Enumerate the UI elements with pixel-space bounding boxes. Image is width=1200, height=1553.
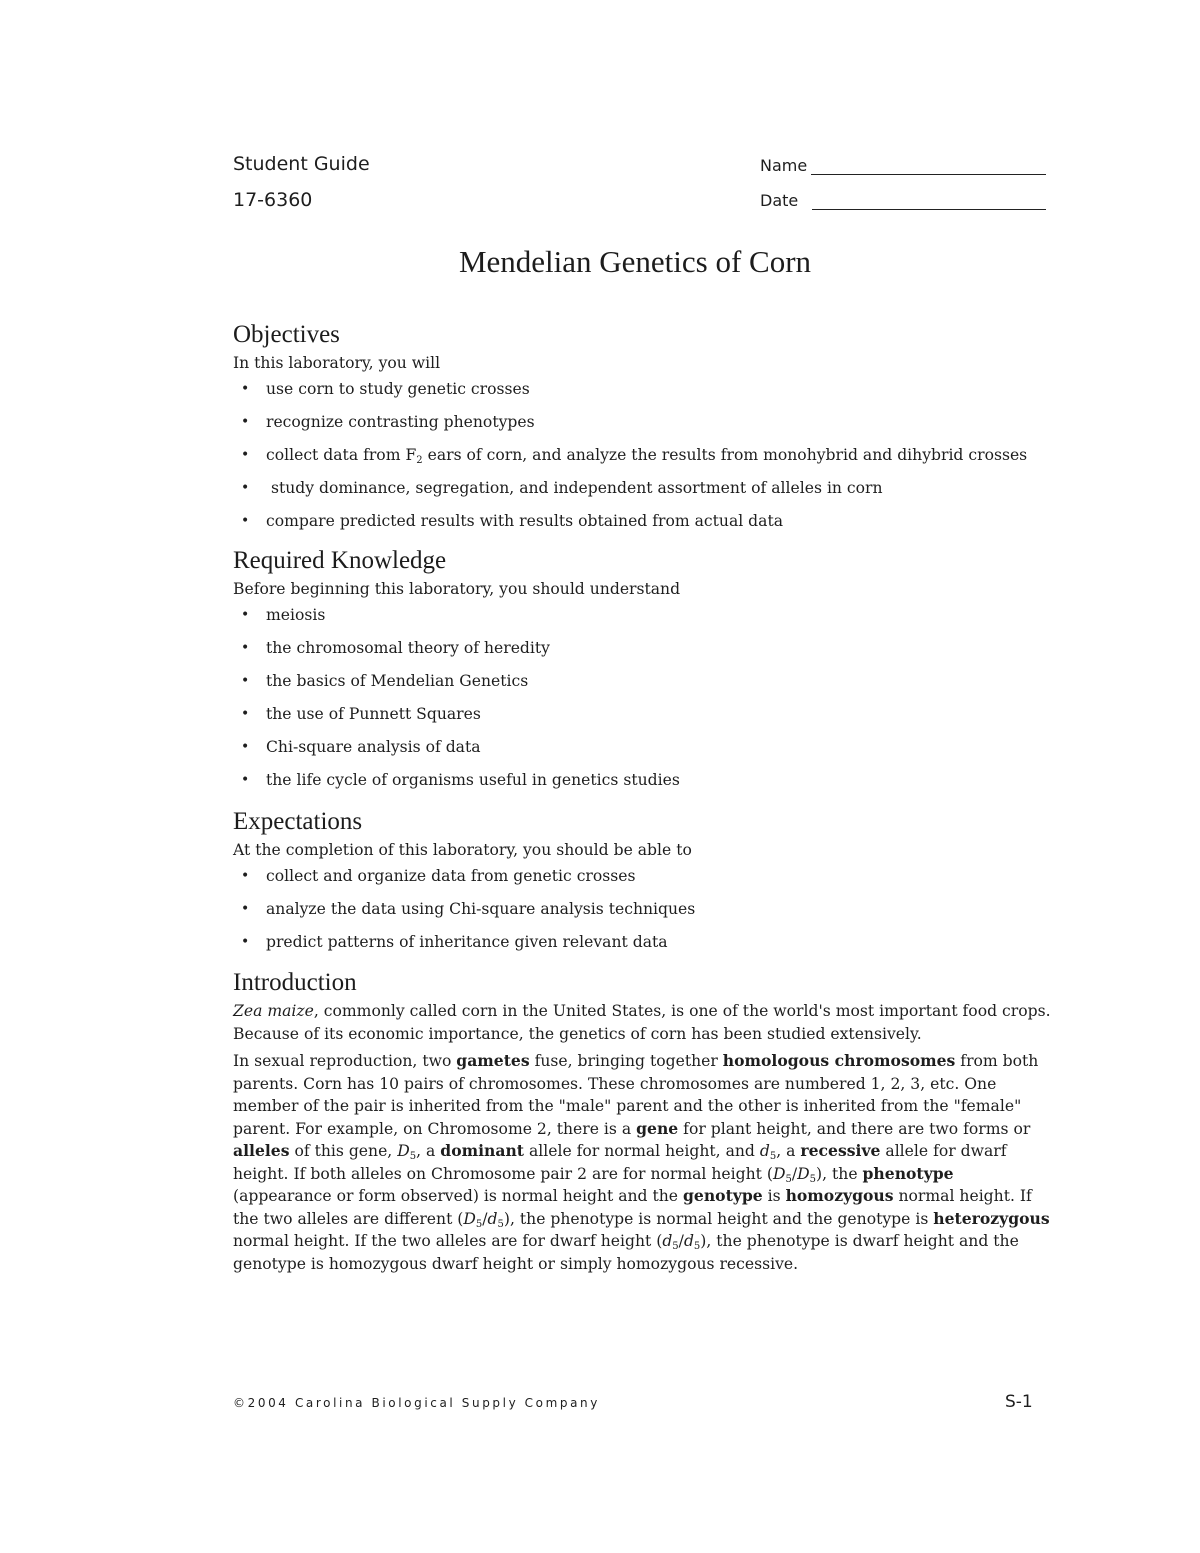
required-knowledge-list bbox=[233, 604, 1053, 792]
list-item: • the basics of Mendelian Genetics bbox=[233, 670, 1053, 693]
bold-term: gametes bbox=[456, 1051, 530, 1070]
list-item: • collect and organize data from genetic crosses bbox=[233, 865, 1053, 888]
list-item: • Chi-square analysis of data bbox=[233, 736, 1053, 759]
paragraph-text: , a bbox=[776, 1142, 801, 1160]
italic-term: Zea maize bbox=[233, 1002, 314, 1020]
list-item bbox=[233, 444, 1053, 467]
paragraph-text: for plant height, and there are two forms or bbox=[678, 1119, 1031, 1138]
paragraph-text: is bbox=[762, 1187, 786, 1205]
date-line[interactable] bbox=[812, 193, 1046, 210]
required-knowledge-lead: Before beginning this laboratory, you should understand bbox=[233, 580, 681, 598]
expectations-list bbox=[233, 865, 1053, 954]
allele-symbol: D bbox=[463, 1209, 476, 1228]
subscript: 5 bbox=[672, 1241, 679, 1252]
date-field[interactable] bbox=[760, 191, 1046, 210]
objectives-list bbox=[233, 378, 1053, 533]
main-content bbox=[233, 318, 1053, 1275]
subscript: 2 bbox=[416, 454, 423, 466]
list-item: • the chromosomal theory of heredity bbox=[233, 637, 1053, 660]
list-item: • predict patterns of inheritance given relevant data bbox=[233, 931, 1053, 954]
allele-symbol: D bbox=[797, 1164, 810, 1183]
list-item: • analyze the data using Chi-square analysis techniques bbox=[233, 898, 1053, 921]
paragraph-text: ), the phenotype is normal height and the genotype is bbox=[503, 1209, 934, 1228]
list-item: • compare predicted results with results obtained from actual data bbox=[233, 510, 1053, 533]
bold-term: homozygous bbox=[785, 1186, 894, 1205]
subscript: 5 bbox=[693, 1241, 701, 1252]
paragraph-text: / bbox=[678, 1232, 684, 1250]
subscript: 5 bbox=[769, 1151, 777, 1162]
paragraph-text: of this gene, bbox=[289, 1142, 398, 1160]
allele-symbol: d bbox=[487, 1209, 498, 1228]
bold-term: dominant bbox=[440, 1141, 525, 1160]
intro-paragraph-2 bbox=[233, 1050, 1053, 1275]
paragraph-text: from both parents. Corn has 10 pairs of chromosomes. These chromosomes are numbered 1, 2, 3, etc. One member of the pair is inherited from the "male" parent and the other is inherited from the "female" parent. For example, on Chromosome 2, there is a bbox=[233, 1052, 1039, 1138]
guide-label: Student Guide bbox=[233, 153, 370, 175]
paragraph-text: , commonly called corn in the United States, is one of the world's most important food crops. Because of its economic importance, the genetics of corn has been studied extensively. bbox=[233, 1002, 1051, 1043]
item-text: study dominance, segregation, and independent assortment of alleles in corn bbox=[270, 478, 883, 497]
allele-symbol: d bbox=[759, 1142, 770, 1160]
paragraph-text: ), the phenotype is dwarf height and the genotype is homozygous dwarf height or simply homozygous recessive. bbox=[233, 1232, 1019, 1273]
subscript: 5 bbox=[409, 1151, 417, 1162]
name-label: Name bbox=[760, 156, 808, 175]
list-item: • meiosis bbox=[233, 604, 1053, 627]
list-item bbox=[233, 477, 1053, 500]
paragraph-text: , a bbox=[416, 1142, 441, 1160]
objectives-section bbox=[233, 318, 1053, 532]
bold-term: heterozygous bbox=[933, 1208, 1050, 1228]
bold-term: recessive bbox=[800, 1141, 881, 1160]
introduction-heading: Introduction bbox=[233, 969, 357, 996]
list-item: • the life cycle of organisms useful in genetics studies bbox=[233, 769, 1053, 792]
page-title: Mendelian Genetics of Corn bbox=[458, 244, 812, 279]
allele-symbol: d bbox=[662, 1232, 673, 1250]
bold-term: gene bbox=[636, 1118, 679, 1138]
catalog-number: 17-6360 bbox=[233, 189, 313, 211]
list-item: • the use of Punnett Squares bbox=[233, 703, 1053, 726]
paragraph-text: / bbox=[791, 1164, 798, 1183]
paragraph-text: normal height. If the two alleles are different ( bbox=[233, 1187, 1032, 1228]
item-text: collect data from F bbox=[266, 445, 417, 464]
subscript: 5 bbox=[475, 1218, 483, 1230]
intro-paragraph-1 bbox=[233, 1000, 1053, 1045]
bold-term: alleles bbox=[233, 1141, 290, 1160]
name-field[interactable] bbox=[760, 156, 1046, 175]
copyright-notice: ©2004 Carolina Biological Supply Company bbox=[233, 1396, 600, 1410]
paragraph-text: normal height. If the two alleles are for dwarf height ( bbox=[233, 1232, 663, 1250]
introduction-section bbox=[233, 966, 1053, 1275]
paragraph-text: allele for normal height, and bbox=[524, 1142, 760, 1160]
date-label: Date bbox=[760, 191, 799, 210]
expectations-section bbox=[233, 805, 1053, 953]
subscript: 5 bbox=[809, 1173, 817, 1185]
list-item: • recognize contrasting phenotypes bbox=[233, 411, 1053, 434]
objectives-heading: Objectives bbox=[233, 321, 340, 348]
subscript: 5 bbox=[785, 1173, 792, 1185]
paragraph-text: ), the bbox=[816, 1164, 863, 1183]
paragraph-text: fuse, bringing together bbox=[529, 1052, 723, 1070]
bold-term: phenotype bbox=[862, 1163, 954, 1183]
bold-term: genotype bbox=[683, 1186, 763, 1205]
item-text: ears of corn, and analyze the results from monohybrid and dihybrid crosses bbox=[422, 445, 1028, 464]
allele-symbol: D bbox=[772, 1164, 786, 1183]
paragraph-text: / bbox=[482, 1209, 488, 1228]
paragraph-text: allele for dwarf height. If both alleles on Chromosome pair 2 are for normal height ( bbox=[233, 1142, 1007, 1183]
paragraph-text: In sexual reproduction, two bbox=[233, 1052, 457, 1070]
allele-symbol: D bbox=[397, 1142, 410, 1160]
objectives-lead: In this laboratory, you will bbox=[233, 354, 441, 372]
required-knowledge-heading: Required Knowledge bbox=[233, 547, 447, 574]
required-knowledge-section bbox=[233, 544, 1053, 791]
subscript: 5 bbox=[497, 1218, 504, 1230]
paragraph-text: (appearance or form observed) is normal height and the bbox=[233, 1187, 683, 1205]
expectations-lead: At the completion of this laboratory, you should be able to bbox=[233, 841, 692, 859]
name-line[interactable] bbox=[811, 158, 1046, 175]
expectations-heading: Expectations bbox=[233, 808, 363, 835]
list-item: • use corn to study genetic crosses bbox=[233, 378, 1053, 401]
bold-term: homologous chromosomes bbox=[722, 1051, 956, 1070]
page-number: S-1 bbox=[1005, 1392, 1033, 1412]
allele-symbol: d bbox=[683, 1232, 694, 1250]
